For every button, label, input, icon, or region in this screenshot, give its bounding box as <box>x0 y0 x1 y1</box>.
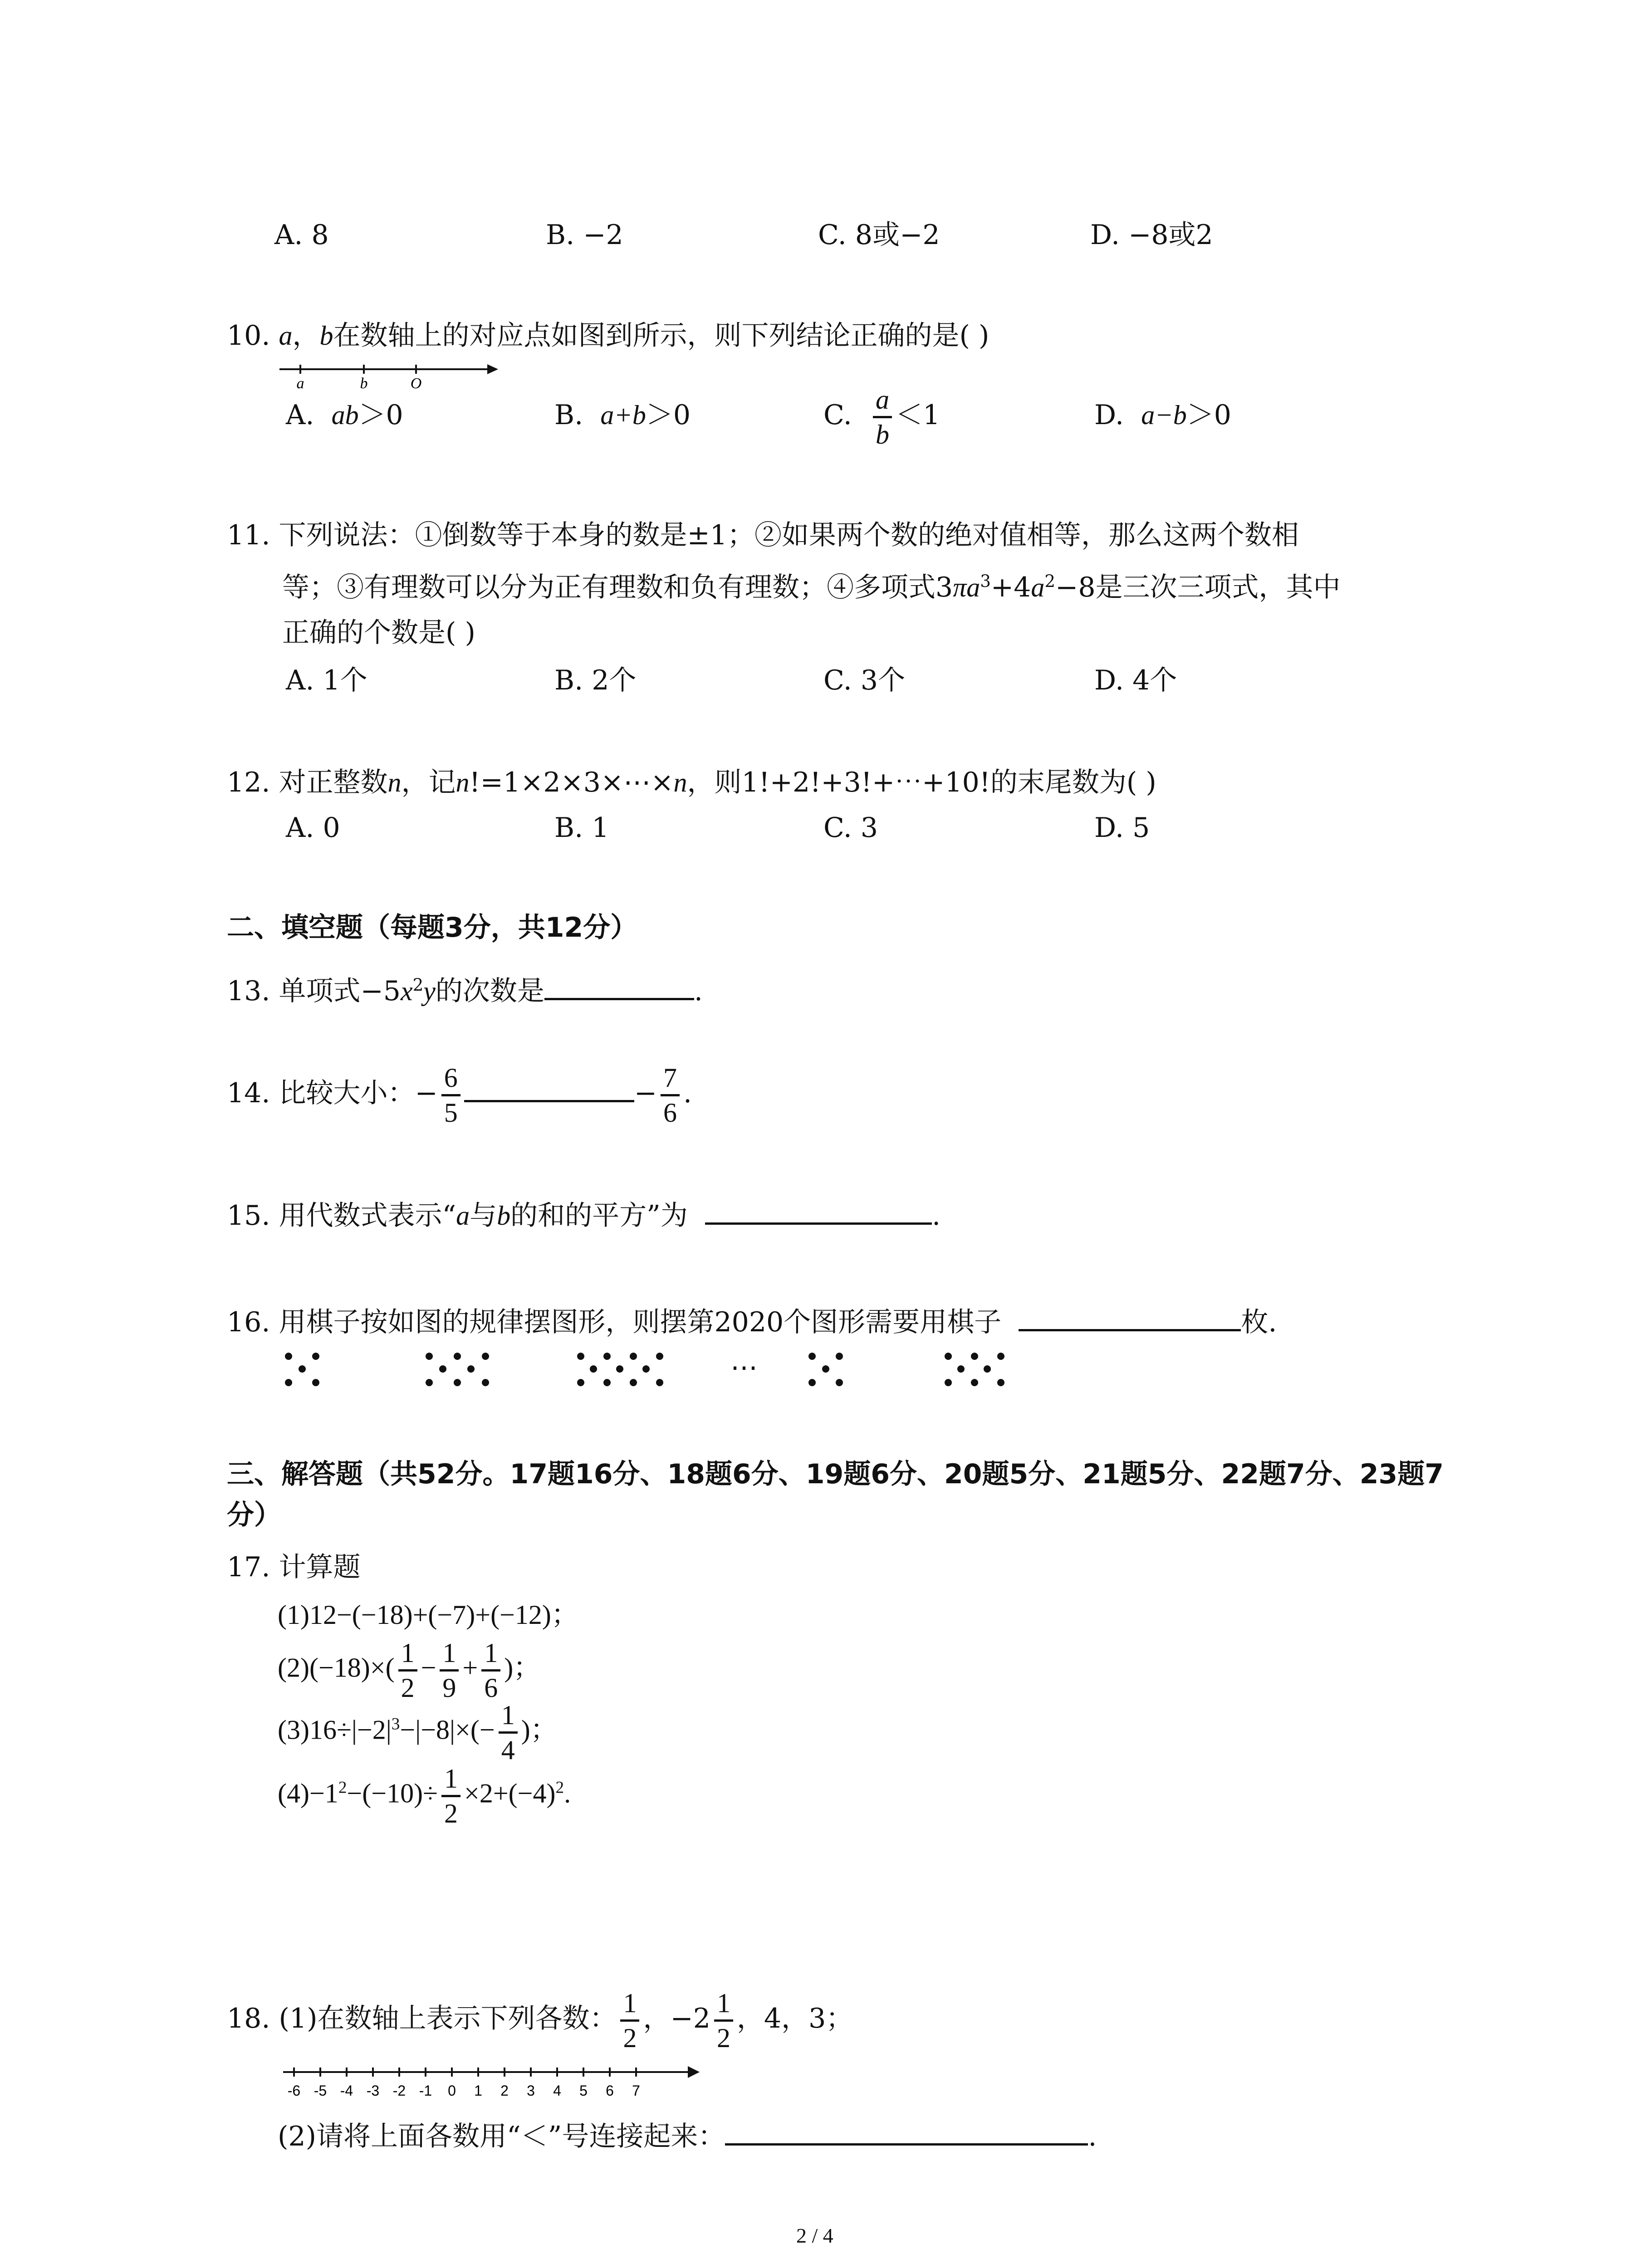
q18-axis-tick-label: 5 <box>579 2082 588 2099</box>
q10-option-c: C. $\frac{a}{b}$ ＜1 <box>823 383 940 451</box>
q12-option-d: D. 5 <box>1094 812 1150 844</box>
q18-axis-tick-label: 7 <box>632 2082 640 2099</box>
q11-line-2: 等；③有理数可以分为正有理数和负有理数；④多项式$3\pi a^3+4a^2-8$是三次三项式，其中 <box>282 571 1341 603</box>
q16-answer-blank[interactable] <box>1019 1302 1241 1331</box>
q18-axis-tick-label: -5 <box>314 2082 327 2099</box>
q10-axis-label-o: O <box>410 375 422 390</box>
q10-question: 10. a，b在数轴上的对应点如图到所示，则下列结论正确的是( ) <box>227 320 989 352</box>
q18-number-line[interactable] <box>281 2059 703 2100</box>
q11-option-b: B. 2个 <box>554 665 637 696</box>
q18-axis-tick-label: 3 <box>527 2082 535 2099</box>
q11-line-1: 11. 下列说法：①倒数等于本身的数是±1；②如果两个数的绝对值相等，那么这两个数相 <box>227 519 1299 551</box>
q9-option-a: A. 8 <box>274 219 329 251</box>
q18-axis-tick-label: -3 <box>366 2082 380 2099</box>
q10-option-d: D. a−b＞0 <box>1094 399 1231 431</box>
section-3-title-line-1: 三、解答题（共52分。17题16分、18题6分、19题6分、20题5分、21题5分、22题7分、23题7 <box>227 1458 1444 1490</box>
section-3-title-line-2: 分） <box>227 1499 281 1531</box>
q15-answer-blank[interactable] <box>705 1195 932 1225</box>
q12-question: 12. 对正整数n，记n!=1×2×3×⋯×n，则1!+2!+3!+⋯+10!的末尾数为( ) <box>227 767 1156 798</box>
q10-option-a: A. ab＞0 <box>286 399 403 431</box>
q18-axis-tick-label: -2 <box>392 2082 406 2099</box>
q15-question: 15. 用代数式表示“a与b的和的平方”为 . <box>227 1195 941 1234</box>
q10-axis-label-a: a <box>296 375 304 390</box>
q18-axis-tick-label: 1 <box>474 2082 482 2099</box>
q17-part-3: $(3)16\div|-2|^3-|-8|\times(-$ $\frac{1}{4}$ )； <box>278 1699 558 1766</box>
q17-part-4: $(4)-1^2-(-10)\div$ $\frac{1}{2}$ $\times 2+(-4)^2$. <box>278 1762 571 1830</box>
q13-question: 13. 单项式$-5x^2y$的次数是 . <box>227 971 703 1009</box>
q11-option-a: A. 1个 <box>286 665 367 696</box>
q18-axis-tick-label: -1 <box>419 2082 432 2099</box>
q18-axis-tick-label: 2 <box>500 2082 509 2099</box>
q16-ellipsis: ⋯ <box>730 1352 758 1383</box>
q18-axis-tick-label: 4 <box>553 2082 561 2099</box>
q18-axis-tick-label: -4 <box>340 2082 353 2099</box>
q9-option-d: D. −8或2 <box>1090 219 1213 251</box>
section-2-title: 二、填空题（每题3分，共12分） <box>227 912 638 943</box>
q12-option-a: A. 0 <box>286 812 340 844</box>
q17-part-1: (1)12−(−18)+(−7)+(−12)； <box>278 1600 578 1630</box>
q12-option-b: B. 1 <box>554 812 609 844</box>
q18-part-2: (2)请将上面各数用“＜”号连接起来： . <box>278 2116 1097 2155</box>
q17-title: 17. 计算题 <box>227 1551 361 1583</box>
q18-answer-blank[interactable] <box>725 2116 1088 2146</box>
q18-part-1: 18. (1)在数轴上表示下列各数： $\frac{1}{2}$ ，−2 $\frac{1}{2}$ ，4，3； <box>227 1987 853 2054</box>
q18-axis-tick-label: -6 <box>287 2082 301 2099</box>
page-number: 2 / 4 <box>796 2224 833 2247</box>
q11-option-d: D. 4个 <box>1094 665 1177 696</box>
q13-answer-blank[interactable] <box>544 971 694 1000</box>
q12-option-c: C. 3 <box>823 812 878 844</box>
q10-axis-label-b: b <box>360 375 368 390</box>
q9-option-b: B. −2 <box>546 219 623 251</box>
q18-axis-tick-label: 0 <box>448 2082 456 2099</box>
q11-option-c: C. 3个 <box>823 665 906 696</box>
q14-answer-blank[interactable] <box>464 1073 634 1102</box>
q17-part-2: (2)(−18)×( $\frac{1}{2}$ − $\frac{1}{9}$ + $\frac{1}{6}$ )； <box>278 1637 540 1704</box>
q10-option-b: B. a+b＞0 <box>554 399 691 431</box>
q9-option-c: C. 8或−2 <box>818 219 940 251</box>
q11-line-3: 正确的个数是( ) <box>282 617 475 649</box>
q14-question: 14. 比较大小：− $\frac{6}{5}$ − $\frac{7}{6}$ . <box>227 1061 692 1129</box>
q10-number-line <box>278 358 500 390</box>
q16-question: 16. 用棋子按如图的规律摆图形，则摆第2020个图形需要用棋子 枚. <box>227 1302 1277 1340</box>
q18-axis-tick-label: 6 <box>606 2082 614 2099</box>
